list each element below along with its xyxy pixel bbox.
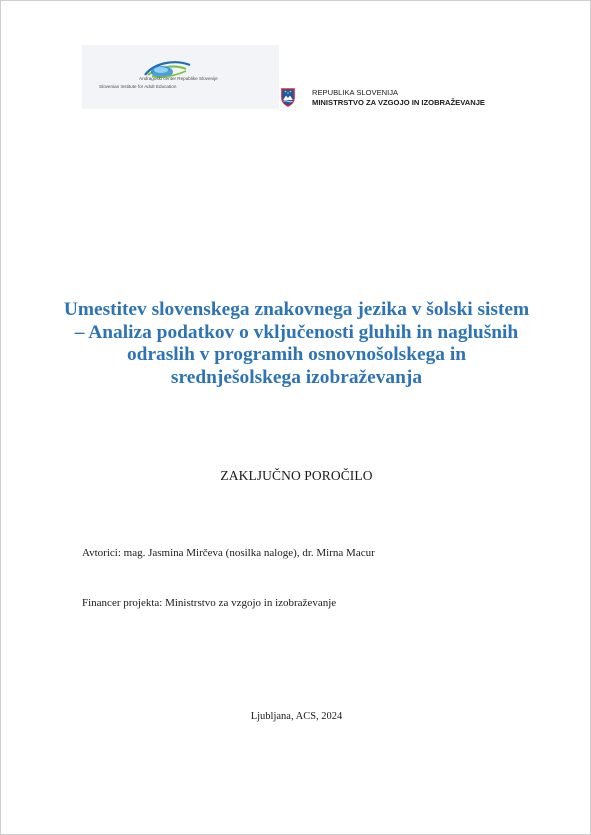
- acs-logo: [82, 45, 279, 109]
- ministry-logo: [281, 88, 485, 107]
- authors-line: Avtorici: mag. Jasmina Mirčeva (nosilka naloge), dr. Mirna Macur: [82, 547, 375, 559]
- slovenia-crest-icon: [281, 88, 295, 107]
- acs-logo-text: Andragoški center Republike Slovenije: [139, 76, 218, 81]
- ministry-country: REPUBLIKA SLOVENIJA: [312, 88, 399, 97]
- funder-line: Financer projekta: Ministrstvo za vzgojo in izobraževanje: [82, 597, 337, 609]
- ministry-name: MINISTRSTVO ZA VZGOJO IN IZOBRAŽEVANJE: [312, 97, 485, 107]
- document-title: Umestitev slovenskega znakovnega jezika v šolski sistem – Analiza podatkov o vključenosti gluhih in naglušnih odraslih v programih osnovnošolskega in srednješolskega izobraževanja: [63, 299, 530, 388]
- acs-logo-subtext: Slovenian Institute for Adult Education: [99, 84, 177, 89]
- report-type: ZAKLJUČNO POROČILO: [220, 468, 373, 483]
- place-date: Ljubljana, ACS, 2024: [250, 711, 343, 722]
